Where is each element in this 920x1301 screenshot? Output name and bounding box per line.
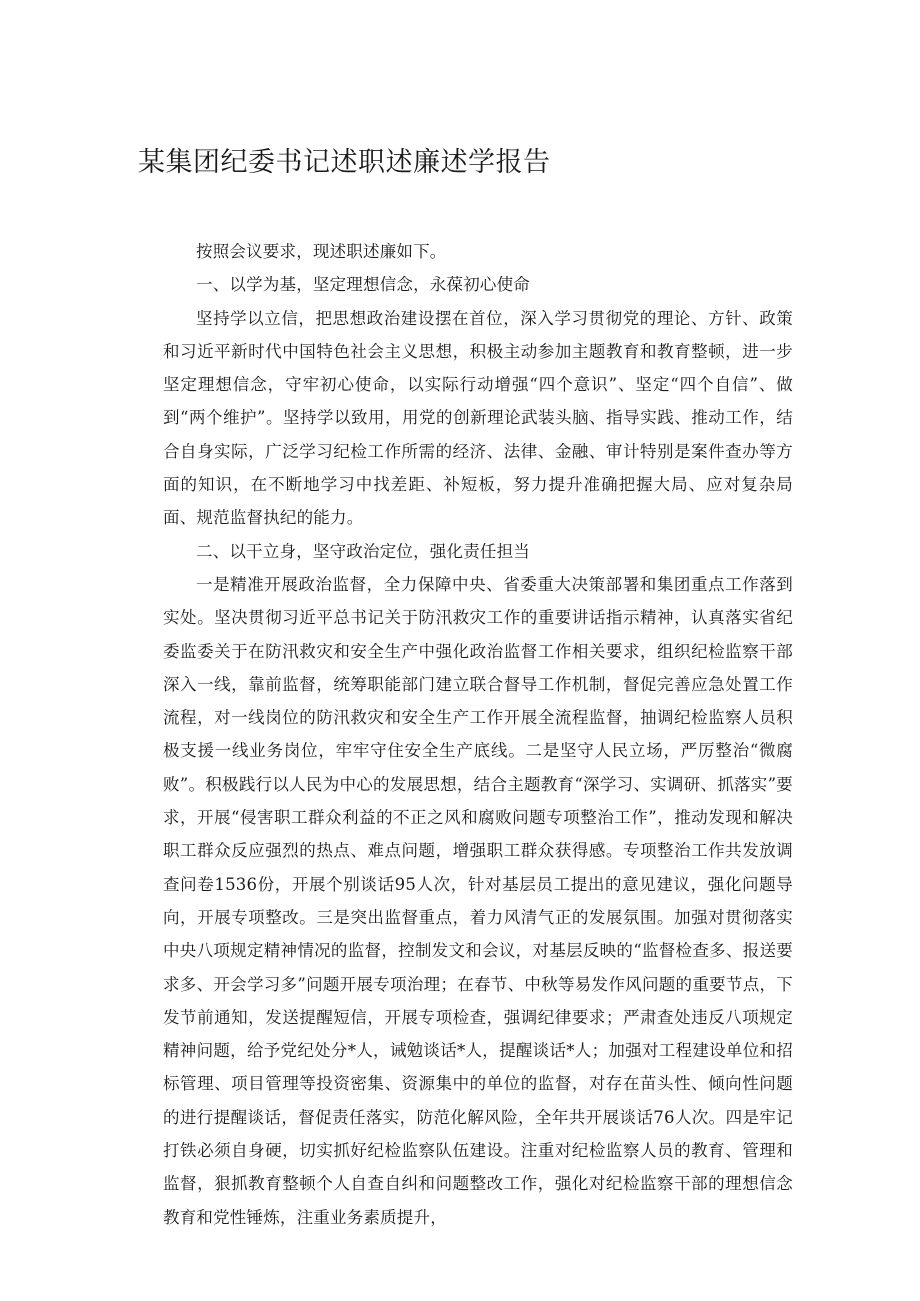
document-title: 某集团纪委书记述职述廉述学报告 bbox=[138, 147, 551, 178]
section-1-paragraph: 坚持学以立信，把思想政治建设摆在首位，深入学习贯彻党的理论、方针、政策和习近平新时代中国特色社会主义思想，积极主动参加主题教育和教育整顿，进一步坚定理想信念，守牢初心使命，以实际行动增强“四个意识”、坚定“四个自信”、做到“两个维护”。坚持学以致用，用党的创新理论武装头脑、指导实践、推动工作，结合自身实际，广泛学习纪检工作所需的经济、法律、金融、审计特别是案件查办等方面的知识，在不断地学习中找差距、补短板，努力提升准确把握大局、应对复杂局面、规范监督执纪的能力。 bbox=[163, 308, 793, 528]
section-2-paragraph: 一是精准开展政治监督，全力保障中央、省委重大决策部署和集团重点工作落到实处。坚决贯彻习近平总书记关于防汛救灾工作的重要讲话指示精神，认真落实省纪委监委关于在防汛救灾和安全生产中强化政治监督工作相关要求，组织纪检监察干部深入一线，靠前监督，统筹职能部门建立联合督导工作机制，督促完善应急处置工作流程，对一线岗位的防汛救灾和安全生产工作开展全流程监督，抽调纪检监察人员积极支援一线业务岗位，牢牢守住安全生产底线。二是坚守人民立场，严厉整治“微腐败”。积极践行以人民为中心的发展思想，结合主题教育“深学习、实调研、抓落实”要求，开展“侵害职工群众利益的不正之风和腐败问题专项整治工作”，推动发现和解决职工群众反应强烈的热点、难点问题，增强职工群众获得感。专项整治工作共发放调查问卷1536份，开展个别谈话95人次，针对基层员工提出的意见建议，强化问题导向，开展专项整改。三是突出监督重点，着力风清气正的发展氛围。加强对贯彻落实中央八项规定精神情况的监督，控制发文和会议，对基层反映的“监督检查多、报送要求多、开会学习多”问题开展专项治理；在春节、中秋等易发作风问题的重要节点，下发节前通知，发送提醒短信，开展专项检查，强调纪律要求；严肃查处违反八项规定精神问题，给予党纪处分*人，诫勉谈话*人，提醒谈话*人；加强对工程建设单位和招标管理、项目管理等投资密集、资源集中的单位的监督，对存在苗头性、倾向性问题的进行提醒谈话，督促责任落实，防范化解风险，全年共开展谈话76人次。四是牢记打铁必须自身硬，切实抓好纪检监察队伍建设。注重对纪检监察人员的教育、管理和监督，狠抓教育整顿个人自查自纠和问题整改工作，强化对纪检监察干部的理想信念教育和党性锤炼，注重业务素质提升， bbox=[163, 574, 793, 1227]
document-body bbox=[163, 235, 793, 1234]
section-heading-1: 一、以学为基，坚定理想信念，永葆初心使命 bbox=[196, 275, 530, 295]
intro-paragraph: 按照会议要求，现述职述廉如下。 bbox=[196, 242, 447, 261]
section-heading-2: 二、以干立身，坚守政治定位，强化责任担当 bbox=[196, 541, 530, 561]
